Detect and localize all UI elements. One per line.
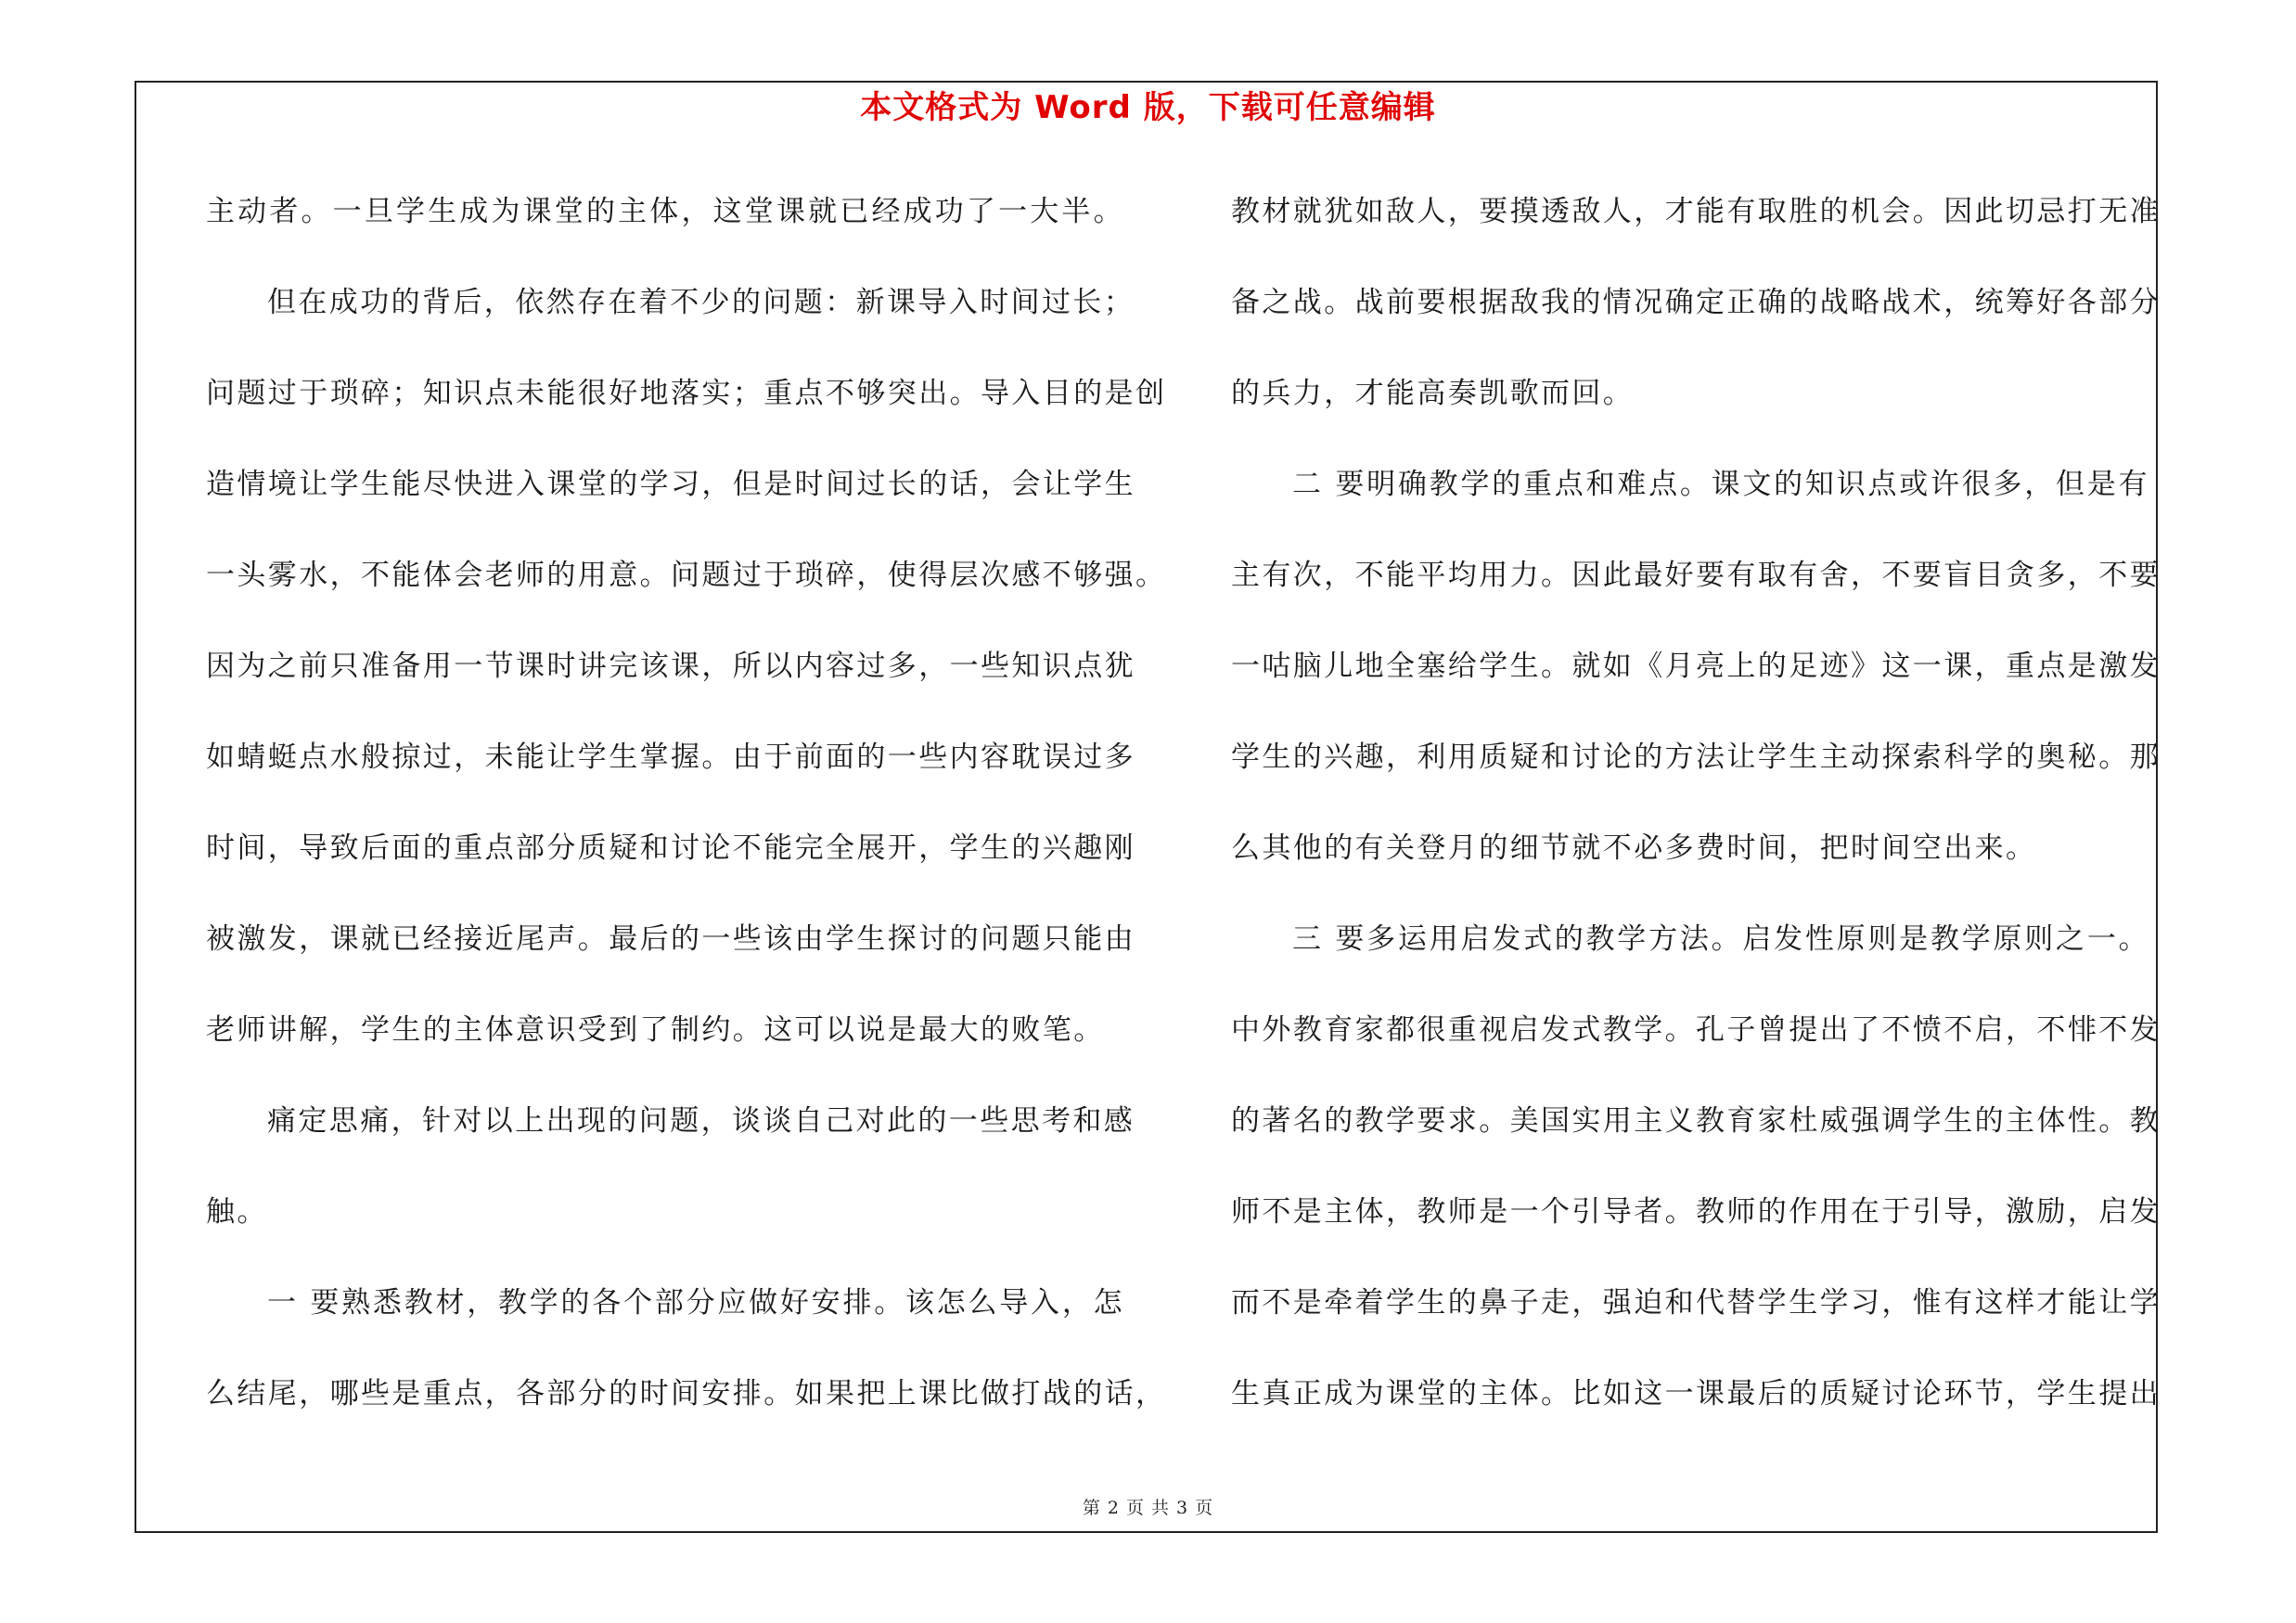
text-line: 么结尾，哪些是重点，各部分的时间安排。如果把上课比做打战的话， [206, 1377, 1167, 1410]
text-line: 造情境让学生能尽快进入课堂的学习，但是时间过长的话，会让学生 [206, 468, 1135, 501]
text-line: 被激发，课就已经接近尾声。最后的一些该由学生探讨的问题只能由 [206, 922, 1135, 956]
text-line: 的著名的教学要求。美国实用主义教育家杜威强调学生的主体性。教 [1231, 1104, 2161, 1138]
text-line: 因为之前只准备用一节课时讲完该课，所以内容过多，一些知识点犹 [206, 650, 1135, 683]
text-line: 一头雾水，不能体会老师的用意。问题过于琐碎，使得层次感不够强。 [206, 559, 1167, 592]
text-line: 一 要熟悉教材，教学的各个部分应做好安排。该怎么导入，怎 [267, 1286, 1124, 1320]
text-line: 主有次，不能平均用力。因此最好要有取有舍，不要盲目贪多，不要 [1231, 559, 2161, 592]
text-line: 三 要多运用启发式的教学方法。启发性原则是教学原则之一。 [1292, 922, 2149, 956]
text-line: 师不是主体，教师是一个引导者。教师的作用在于引导，激励，启发 [1231, 1195, 2161, 1229]
document-header: 本文格式为 Word 版，下载可任意编辑 [860, 89, 1436, 126]
text-line: 二 要明确教学的重点和难点。课文的知识点或许很多，但是有 [1292, 468, 2149, 501]
text-line: 痛定思痛，针对以上出现的问题，谈谈自己对此的一些思考和感 [267, 1104, 1135, 1138]
text-line: 学生的兴趣，利用质疑和讨论的方法让学生主动探索科学的奥秘。那 [1231, 741, 2161, 774]
text-line: 触。 [206, 1195, 268, 1229]
text-line: 备之战。战前要根据敌我的情况确定正确的战略战术，统筹好各部分 [1231, 286, 2161, 319]
text-line: 如蜻蜓点水般掠过，未能让学生掌握。由于前面的一些内容耽误过多 [206, 741, 1135, 774]
text-line: 生真正成为课堂的主体。比如这一课最后的质疑讨论环节，学生提出 [1231, 1377, 2161, 1410]
text-line: 中外教育家都很重视启发式教学。孔子曾提出了不愤不启，不悱不发 [1231, 1013, 2161, 1047]
page-number: 第 2 页 共 3 页 [1082, 1498, 1214, 1518]
text-line: 老师讲解，学生的主体意识受到了制约。这可以说是最大的败笔。 [206, 1013, 1105, 1047]
text-line: 么其他的有关登月的细节就不必多费时间，把时间空出来。 [1231, 831, 2037, 865]
text-line: 一咕脑儿地全塞给学生。就如《月亮上的足迹》这一课，重点是激发 [1231, 650, 2161, 683]
text-line: 教材就犹如敌人，要摸透敌人，才能有取胜的机会。因此切忌打无准 [1231, 195, 2161, 228]
left-text-column [206, 184, 1167, 1457]
text-line: 的兵力，才能高奏凯歌而回。 [1231, 377, 1635, 410]
right-text-column [1231, 184, 2161, 1457]
text-line: 问题过于琐碎；知识点未能很好地落实；重点不够突出。导入目的是创 [206, 377, 1167, 410]
text-line: 但在成功的背后，依然存在着不少的问题：新课导入时间过长； [267, 286, 1135, 319]
text-line: 主动者。一旦学生成为课堂的主体，这堂课就已经成功了一大半。 [206, 195, 1124, 228]
text-line: 时间，导致后面的重点部分质疑和讨论不能完全展开，学生的兴趣刚 [206, 831, 1135, 865]
text-line: 而不是牵着学生的鼻子走，强迫和代替学生学习，惟有这样才能让学 [1231, 1286, 2161, 1320]
